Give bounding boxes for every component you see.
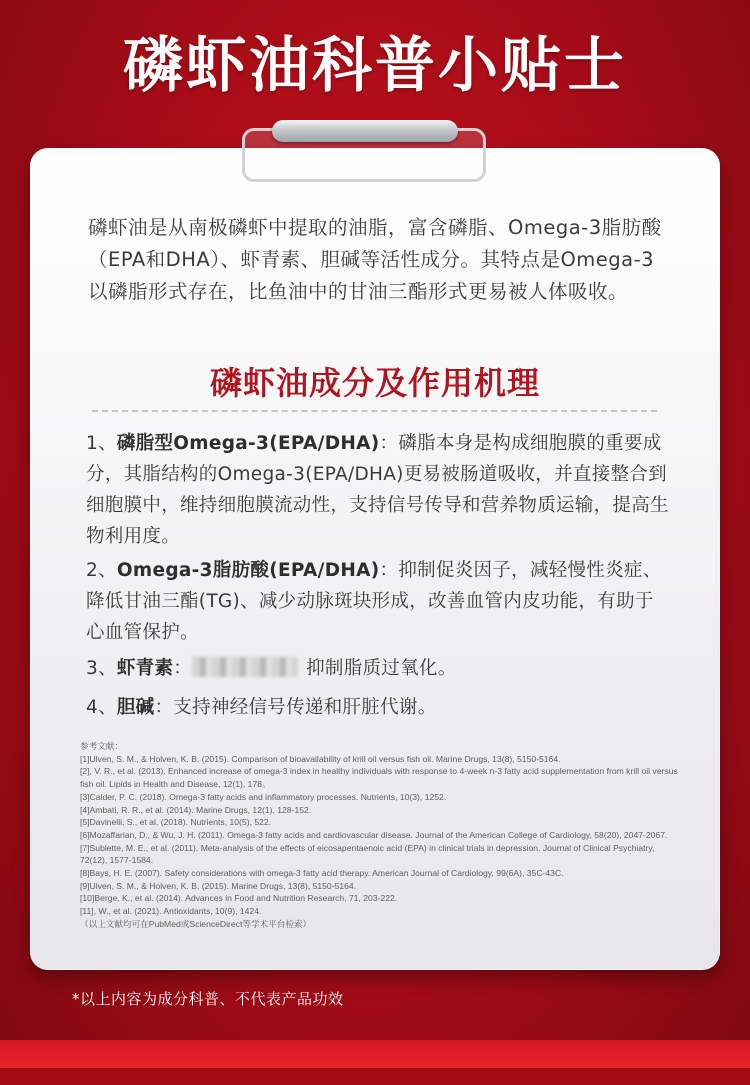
blurred-text	[192, 657, 298, 677]
item-name: Omega-3脂肪酸(EPA/DHA)	[116, 560, 380, 581]
disclaimer-text: *以上内容为成分科普、不代表产品功效	[72, 990, 344, 1008]
item-number: 2、	[86, 560, 117, 581]
ingredient-item-astaxanthin	[86, 653, 671, 684]
item-separator: ：	[379, 433, 399, 454]
ingredient-item-omega3	[86, 555, 671, 648]
item-description: 支持神经信号传递和肝脏代谢。	[173, 697, 437, 718]
item-separator: ：	[379, 560, 399, 581]
references-note: （以上文献均可在PubMed或ScienceDirect等学术平台检索）	[80, 918, 312, 929]
dashed-divider	[92, 410, 657, 412]
reference-item: [4]Ambati, R. R., et al. (2014). Marine Drugs, 12(1), 128-152.	[80, 804, 312, 815]
reference-item: [9]Ulven, S. M., & Holven, K. B. (2015). Marine Drugs, 13(8), 5150-5164.	[80, 880, 357, 891]
item-number: 1、	[86, 433, 117, 454]
reference-item: [10]Berge, K., et al. (2014). Advances in Food and Nutrition Research, 71, 203-222.	[80, 893, 398, 904]
reference-item: [1]Ulven, S. M., & Holven, K. B. (2015). Comparison of bioavailability of krill oil versus fish oil. Marine Drugs, 13(8), 5150-5164.	[80, 753, 561, 764]
reference-item: [6]Mozaffarian, D., & Wu, J. H. (2011). Omega-3 fatty acids and cardiovascular disease. Journal of the American College of Cardiology, 58(20), 2047-2067.	[80, 829, 668, 840]
reference-item: [3]Calder, P. C. (2018). Omega-3 fatty acids and inflammatory processes. Nutrients, 10(3), 1252.	[80, 791, 447, 802]
item-separator: ：	[154, 697, 174, 718]
reference-item: [5]Davinelli, S., et al. (2018). Nutrients, 10(5), 522.	[80, 817, 272, 828]
page-title: 磷虾油科普小贴士	[123, 31, 627, 101]
item-name: 磷脂型Omega-3(EPA/DHA)	[116, 433, 380, 454]
ingredient-item-phospholipid	[86, 428, 671, 552]
item-number: 3、	[86, 658, 117, 679]
item-description: 磷脂本身是构成细胞膜的重要成分，其脂结构的Omega-3(EPA/DHA)更易被肠道吸收，并直接整合到细胞膜中，维持细胞膜流动性，支持信号传导和营养物质运输，提高生物利用度。	[86, 433, 669, 547]
references-block	[80, 740, 680, 931]
references-heading: 参考文献：	[80, 741, 123, 751]
item-number: 4、	[86, 697, 117, 718]
ingredient-item-choline	[86, 692, 671, 723]
reference-item: [8]Bays, H. E. (2007). Safety considerations with omega-3 fatty acid therapy. American Journal of Cardiology, 99(6A), 35C-43C.	[80, 868, 564, 879]
item-description: 抑制促炎因子，减轻慢性炎症、降低甘油三酯(TG)、减少动脉斑块形成，改善血管内皮功能，有助于心血管保护。	[86, 560, 662, 643]
item-name: 胆碱	[116, 697, 155, 718]
item-name: 虾青素	[116, 658, 174, 679]
clipboard-clip-bar	[272, 120, 458, 142]
bottom-dark-strip	[0, 1068, 750, 1085]
item-separator: ：	[173, 658, 193, 679]
item-description: 抑制脂质过氧化。	[306, 658, 457, 679]
bottom-red-band	[0, 1040, 750, 1068]
reference-item: [11], W., et al. (2021). Antioxidants, 10(9), 1424.	[80, 906, 262, 917]
section-title: 磷虾油成分及作用机理	[209, 364, 540, 402]
reference-item: [2], V. R., et al. (2013). Enhanced increase of omega-3 index in healthy individuals with response to 4-week n-3 fatty acid supplementation from krill oil versus fish oil. Lipids in Health and Disease, 12(1), 178。	[80, 766, 678, 790]
reference-item: [7]Sublette, M. E., et al. (2011). Meta-analysis of the effects of eicosapentaenoic acid (EPA) in clinical trials in depression. Journal of Clinical Psychiatry, 72(12), 1577-1584.	[80, 842, 655, 866]
intro-paragraph: 磷虾油是从南极磷虾中提取的油脂，富含磷脂、Omega-3脂肪酸（EPA和DHA）、虾青素、胆碱等活性成分。其特点是Omega-3以磷脂形式存在，比鱼油中的甘油三酯形式更易被人体吸收。	[88, 216, 662, 303]
